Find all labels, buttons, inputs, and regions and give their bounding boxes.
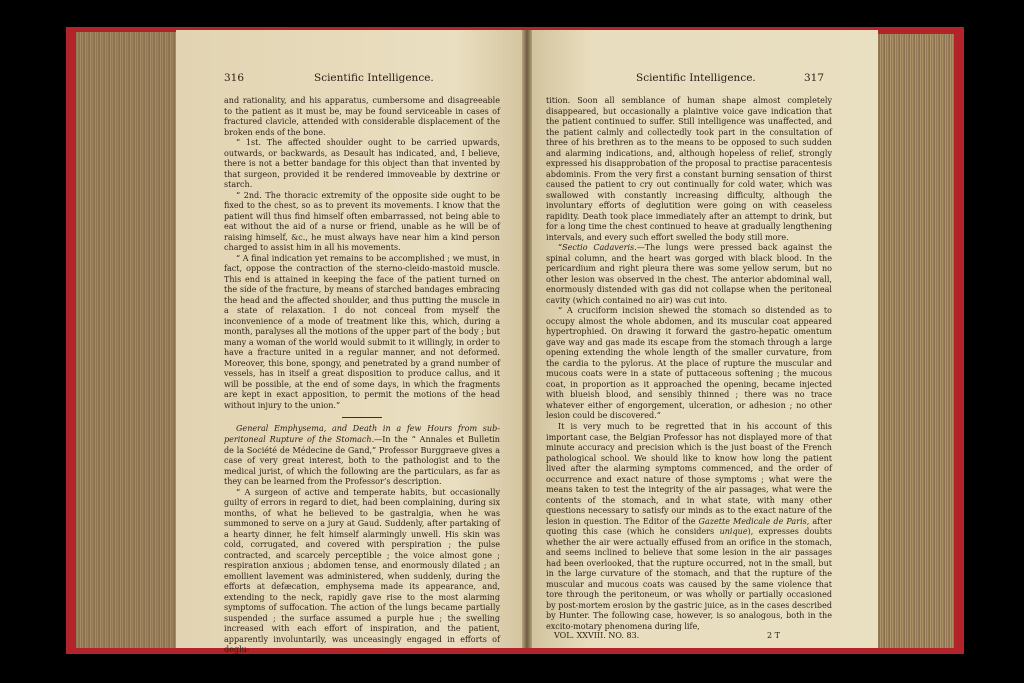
volume-line: VOL. XXVIII. NO. 83. xyxy=(554,631,640,640)
paragraph: “ A surgeon of active and temperate habits, but occasionally guilty of errors in regard to diet, had been complaining, during six months, of what he believed to be gastralgia, when he was summoned to serve on a jury at Gaud. Suddenly, after partaking of a hearty dinner, he felt himself alarmingly unwell. His skin was cold, corrugated, and covered with perspiration ; the pulse contracted, and scarcely perceptible ; the voice almost gone ; respiration anxious ; abdomen tense, and enormously dilated ; an emollient lavement was administered, when suddenly, during the efforts at defæcation, emphysema made its appearance, and, extending to the neck, rapidly gave rise to the most alarming symptoms of suffocation. The action of the lungs became partially suspended ; the surface assumed a purple hue ; the swelling increased with each effort of inspiration, and the patient, apparently involuntarily, was unceasingly engaged in efforts of deglu- xyxy=(224,487,500,655)
section-divider xyxy=(342,417,382,418)
remark-paragraph xyxy=(546,422,832,632)
paragraph: tition. Soon all semblance of human shape almost completely disappeared, but occasionally a plaintive voice gave indication that the patient continued to suffer. Still intelligence was unaffected, and the patient calmly and collectedly took part in the consultation of three of his brethren as to the means to be opposed to such sudden and alarming indications, and, although hopeless of relief, strongly expressed his disapprobation of the proposal to practise paracentesis abdominis. From the very first a constant burning sensation of thirst caused the patient to cry out continually for cold water, which was swallowed with constantly increasing difficulty, although the involuntary efforts of deglutition were going on with ceaseless rapidity. Death took place immediately after an attempt to drink, but for a long time the chest continued to heave at gradually lengthening intervals, and every such effort swelled the body still more. xyxy=(546,96,832,242)
journal-title: Gazette Medicale de Paris, xyxy=(698,516,810,526)
remark-text: It is very much to be regretted that in his account of this important case, the Belgian Professor has not displayed more of that minute accuracy and precision which is the just boast of the French pathological school. We should like to know how long the patient lived after the alarming symptoms commenced, and the order of occurrence and exact nature of those symptoms ; what were the means taken to test the integrity of the air passages, what were the contents of the stomach, and in what state, with many other questions necessary to satisfy our minds as to the exact nature of the lesion in question. The Editor of the xyxy=(546,421,832,526)
left-body-text xyxy=(224,96,500,656)
left-page xyxy=(176,30,526,655)
right-page-number: 317 xyxy=(804,72,825,84)
emphasis: unique xyxy=(719,527,748,537)
left-page-number: 316 xyxy=(224,72,245,84)
paragraph: “ 2nd. The thoracic extremity of the opposite side ought to be fixed to the chest, so as to prevent its movements. I know that the patient will thus find himself often embarrassed, not being able to eat without the aid of a nurse or friend, unable as he will be of raising himself, &c., he must always have near him a kind person charged to assist him in all his movements. xyxy=(224,190,500,253)
paragraph: “ A final indication yet remains to be accomplished ; we must, in fact, oppose the contraction of the sterno-cleido-mastoid muscle. This end is attained in keeping the face of the patient turned on the side of the fracture, by means of starched bandages embracing the head and the affected shoulder, and thus putting the muscle in a state of relaxation. I do not conceal from myself the inconvenience of a mode of treatment like this, which, during a month, paralyses all the motions of the upper part of the body ; but many a woman of the world would submit to it willingly, in order to have a fracture united in a regular manner, and not deformed. Moreover, this bone, spongy, and penetrated by a grand number of vessels, has in itself a great disposition to produce callus, and it will be possible, at the end of some days, in which the fragments are kept in exact apposition, to permit the motions of the head without injury to the union.” xyxy=(224,253,500,410)
page-edges-left xyxy=(76,32,182,648)
signature-mark: 2 T xyxy=(767,631,780,640)
section-heading-paragraph xyxy=(224,424,500,487)
paragraph: and rationality, and his apparatus, cumbersome and disagreeable to the patient as it must be, may be found serviceable in cases of fractured clavicle, attended with considerable displacement of the broken ends of the bone. xyxy=(224,96,500,137)
right-body-text xyxy=(546,96,832,632)
right-page xyxy=(528,30,878,648)
page-edges-right xyxy=(876,34,954,648)
section-intro: —In the “ Annales et Bulletin de la Société de Médecine de Gand,” Professor Burggraeve gives a case of very great interest, both to the pathologist and to the medical jurist, of which the following are the particulars, as far as they can be learned from the Professor’s description. xyxy=(224,434,500,487)
remark-text: ), expresses doubts whether the air were actually effused from an orifice in the stomach, and seems inclined to believe that some lesion in the air passages had been overlooked, that the rupture occurred, not in the small, but in the large curvature of the stomach, and that the rupture of the muscular and mucous coats was caused by the same violence that tore through the peritoneum, or was wholly or partially occasioned by post-mortem erosion by the gastric juice, as in the cases described by Hunter. The following case, however, is so analogous, both in the excito-motary phenomena during life, xyxy=(546,527,833,631)
section-title: General Emphysema, and Death in a few Hours from sub-peritoneal Rupture of the Stomach. xyxy=(224,424,500,444)
right-running-head: Scientific Intelligence. xyxy=(636,72,756,84)
book-gutter xyxy=(522,30,532,648)
sectio-paragraph xyxy=(546,243,832,306)
left-running-head: Scientific Intelligence. xyxy=(314,72,434,84)
paragraph: “ A cruciform incision shewed the stomach so distended as to occupy almost the whole abdomen, and its muscular coat appeared hypertrophied. On drawing it forward the gastro-hepatic omentum gave way and gas made its escape from the stomach through a large opening extending the whole length of the smaller curvature, from the cardia to the pylorus. At the place of rupture the muscular and mucous coats were in a state of puttaceous softening ; the mucous coat, in proportion as it approached the opening, became injected with blueish blood, and sensibly thinned ; there was no trace whatever either of engorgement, ulceration, or adhesion ; no other lesion could be discovered.” xyxy=(546,306,832,421)
page-footer xyxy=(546,631,832,640)
paragraph: “ 1st. The affected shoulder ought to be carried upwards, outwards, or backwards, as Desault has indicated, and, I believe, there is not a better bandage for this object than that invented by that surgeon, provided it be rendered immoveable by dextrine or starch. xyxy=(224,138,500,190)
remark-text: after quoting this case (which he considers xyxy=(546,516,832,537)
sectio-label: “Sectio Cadaveris. xyxy=(558,243,637,253)
sectio-text: —The lungs were pressed back against the spinal column, and the heart was gorged with black blood. In the pericardium and right pleura there was some yellow serum, but no other lesion was observed in the chest. The anterior abdominal wall, enormously distended with gas did not collapse when the peritoneal cavity (which contained no air) was cut into. xyxy=(546,243,832,305)
